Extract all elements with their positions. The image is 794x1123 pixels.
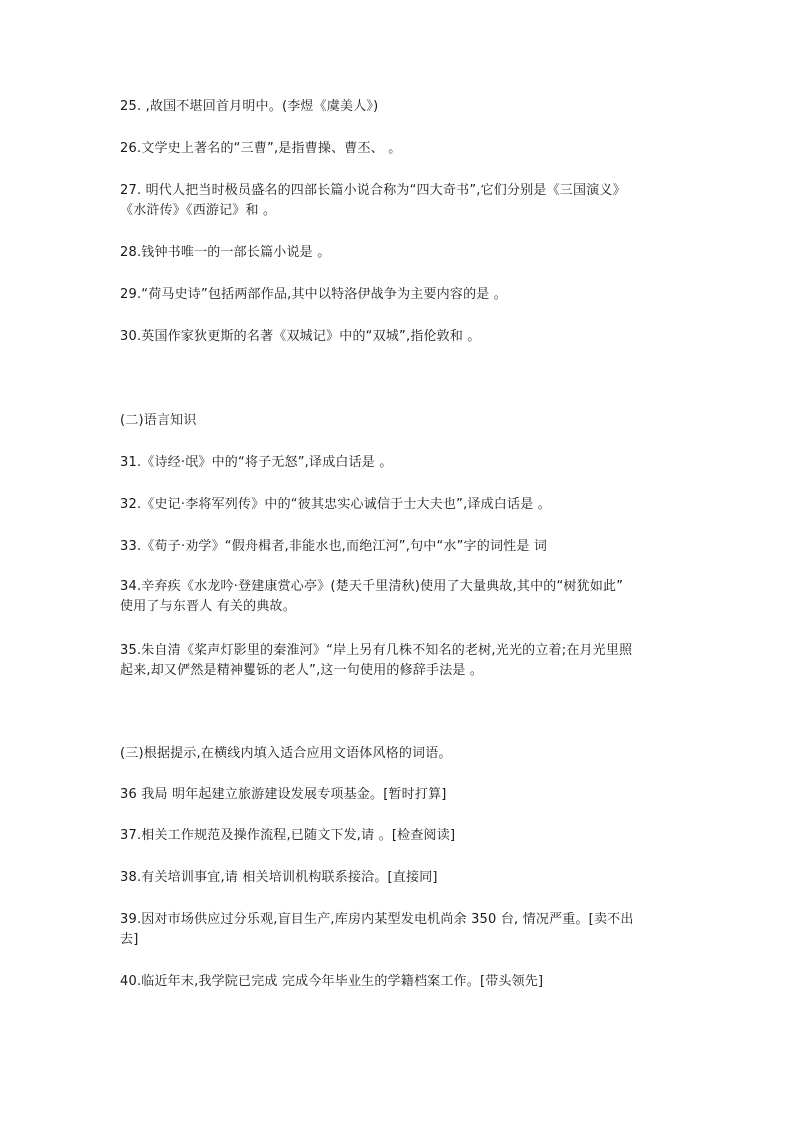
question-36: 36 我局 明年起建立旅游建设发展专项基金。[暂时打算]: [120, 787, 447, 802]
question-27-line-1: 27. 明代人把当时极员盛名的四部长篇小说合称为“四大奇书”,它们分别是《三国演义》: [120, 183, 626, 198]
question-32: 32.《史记·李将军列传》中的“彼其忠实心诚信于士大夫也”,译成白话是 。: [120, 497, 551, 512]
question-25: 25. ,故国不堪回首月明中。(李煜《虞美人》): [120, 99, 379, 114]
question-33: 33.《荀子·劝学》“假舟楫者,非能水也,而绝江河”,句中“水”字的词性是 词: [120, 539, 548, 554]
question-31: 31.《诗经·氓》中的“将子无怒”,译成白话是 。: [120, 455, 393, 470]
section-2-heading: (二)语言知识: [120, 413, 197, 428]
section-3-heading: (三)根据提示,在横线内填入适合应用文语体风格的词语。: [120, 746, 452, 761]
question-29: 29.“荷马史诗”包括两部作品,其中以特洛伊战争为主要内容的是 。: [120, 287, 508, 302]
question-27-line-2: 《水浒传》《西游记》和 。: [120, 203, 277, 218]
question-26: 26.文学史上著名的“三曹”,是指曹操、曹丕、 。: [120, 141, 402, 156]
question-35-line-2: 起来,却又俨然是精神矍铄的老人”,这一句使用的修辞手法是 。: [120, 663, 484, 678]
question-39-line-2: 去]: [120, 932, 139, 947]
question-37: 37.相关工作规范及操作流程,已随文下发,请 。[检查阅读]: [120, 828, 456, 843]
question-35-line-1: 35.朱自清《桨声灯影里的秦淮河》“岸上另有几株不知名的老树,光光的立着;在月光里照: [120, 643, 633, 658]
question-34-line-2: 使用了与东晋人 有关的典故。: [120, 599, 296, 614]
question-39-line-1: 39.因对市场供应过分乐观,盲目生产,库房内某型发电机尚余 350 台, 情况严重。[卖不出: [120, 912, 634, 927]
question-28: 28.钱钟书唯一的一部长篇小说是 。: [120, 245, 331, 260]
question-40: 40.临近年末,我学院已完成 完成今年毕业生的学籍档案工作。[带头领先]: [120, 974, 544, 989]
question-34-line-1: 34.辛弃疾《水龙吟·登建康赏心亭》(楚天千里清秋)使用了大量典故,其中的“树犹如此”: [120, 579, 624, 594]
question-38: 38.有关培训事宜,请 相关培训机构联系接洽。[直接同]: [120, 870, 438, 885]
question-30: 30.英国作家狄更斯的名著《双城记》中的“双城”,指伦敦和 。: [120, 329, 481, 344]
